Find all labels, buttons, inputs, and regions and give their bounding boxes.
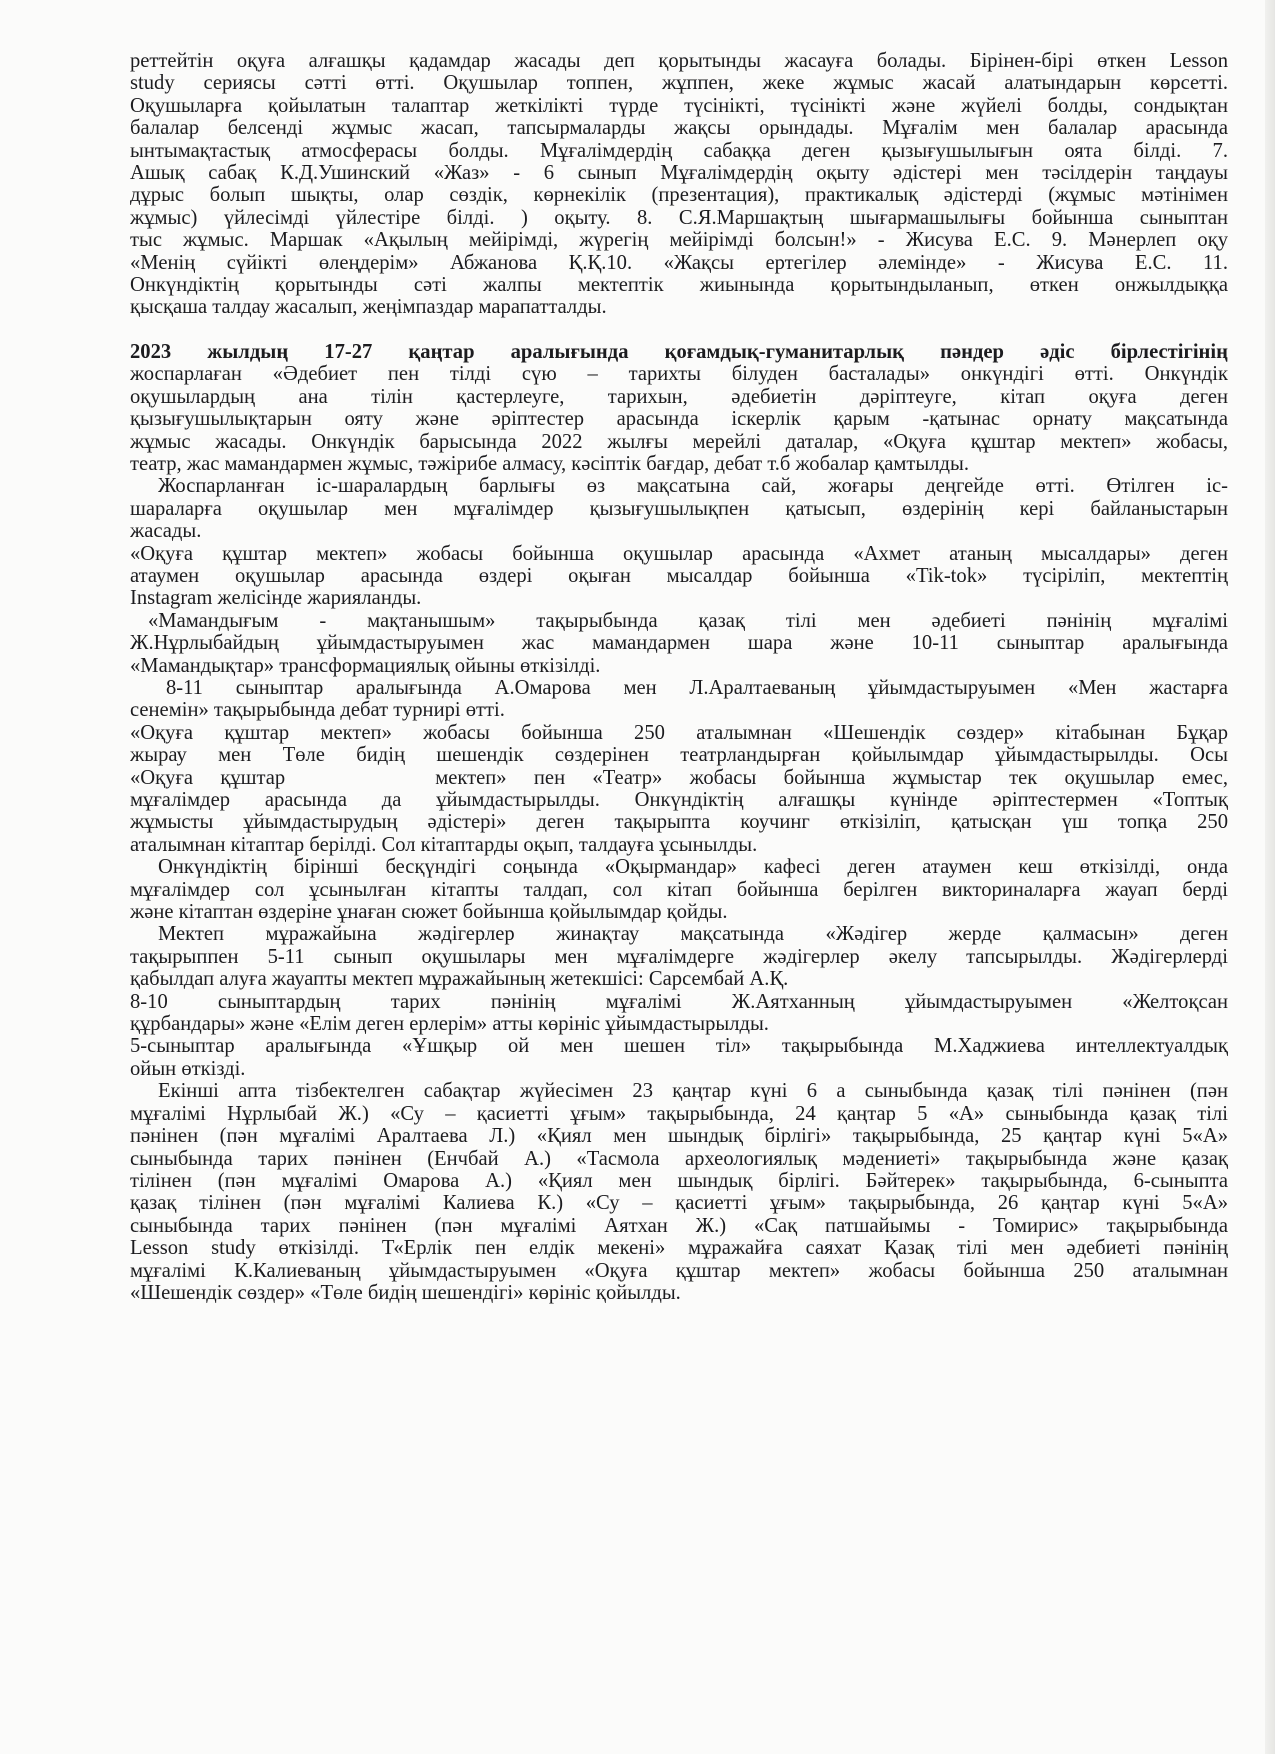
document-line: қысқаша талдау жасалып, жеңімпаздар марапатталды. (130, 296, 607, 319)
document-line: тілінен (пән мұғалімі Омарова А.) «Қиял мен шындық бірлігі. Бәйтерек» тақырыбында, 6-сыныпта (130, 1169, 1228, 1192)
document-line: оқушылардың ана тілін қастерлеуге, тарихын, әдебиетін дәріптеуге, кітап оқуға деген (130, 385, 1228, 408)
document-line: ынтымақтастық атмосферасы болды. Мұғалімдердің сабаққа деген қызығушылығын оята білді. 7. (130, 139, 1228, 162)
document-line: 2023 жылдың 17-27 қаңтар аралығында қоғамдық-гуманитарлық пәндер әдіс бірлестігінің (130, 340, 1228, 363)
document-line: Ж.Нұрлыбайдың ұйымдастыруымен жас мамандармен шара және 10-11 сыныптар аралығында (130, 632, 1228, 655)
document-line: Онкүндіктің қорытынды сәті жалпы мектептік жиынында қорытындыланып, өткен онжылдыққа (130, 274, 1228, 297)
document-line: қазақ тілінен (пән мұғалімі Калиева К.) «Су – қасиетті ұғым» тақырыбында, 26 қаңтар күні 5«А» (130, 1192, 1228, 1215)
document-line: сыныбында тарих пәнінен (пән мұғалімі Аятхан Ж.) «Сақ патшайымы - Томирис» тақырыбында (130, 1214, 1228, 1237)
document-line: театр, жас мамандармен жұмыс, тәжірибе алмасу, кәсіптік бағдар, дебат т.б жобалар қамтылды. (130, 452, 969, 475)
document-line: мұғалімдер арасында да ұйымдастырылды. Онкүндіктің алғашқы күнінде әріптестермен «Топтық (130, 789, 1228, 811)
document-line: жасады. (130, 520, 202, 543)
document-line: Мектеп мұражайына жәдігерлер жинақтау мақсатында «Жәдігер жерде қалмасын» деген (158, 923, 1228, 946)
document-line: жұмысты ұйымдастырудың әдістері» деген тақырыпта коучинг өткізіліп, қатысқан үш топқа 250 (130, 811, 1228, 834)
document-line: мұғалімдер сол ұсынылған кітапты талдап, сол кітап бойынша берілген викториналарға жауап берді (130, 878, 1228, 901)
document-line: Екінші апта тізбектелген сабақтар жүйесімен 23 қаңтар күні 6 а сыныбында қазақ тілі пәнінен (пән (158, 1080, 1228, 1103)
document-line: атаумен оқушылар арасында өздері оқыған мысалдар бойынша «Tik-tok» түсіріліп, мектептің (130, 564, 1228, 587)
document-line: «Мамандықтар» трансформациялық ойыны өткізілді. (130, 654, 601, 677)
document-line: жырау мен Төле бидің шешендік сөздерінен театрландырған қойылымдар ұйымдастырылды. Осы (130, 744, 1228, 767)
scan-edge (1265, 0, 1275, 1754)
document-line: «Шешендік сөздер» «Төле бидің шешендігі» көрініс қойылды. (130, 1281, 681, 1304)
document-line-part: «Оқуға құштар (130, 766, 286, 789)
document-line: Жоспарланған іс-шаралардың барлығы өз мақсатына сай, жоғары деңгейде өтті. Өтілген іс- (158, 475, 1228, 498)
document-line: жұмыс жасады. Онкүндік барысында 2022 жылғы мерейлі даталар, «Оқуға құштар мектеп» жобасы, (130, 430, 1228, 453)
document-line: мұғалімі К.Калиеваның ұйымдастыруымен «Оқуға құштар мектеп» жобасы бойынша 250 аталымнан (130, 1259, 1228, 1282)
document-line: 8-11 сыныптар аралығында А.Омарова мен Л.Аралтаеваның ұйымдастыруымен «Мен жастарға (166, 676, 1228, 699)
document-line: тақырыппен 5-11 сынып оқушылары мен мұғалімдерге жәдігерлер әкелу тапсырылды. Жәдігерлерді (130, 945, 1228, 968)
document-line: «Оқуға құштар мектеп» жобасы бойынша 250 аталымнан «Шешендік сөздер» кітабынан Бұқар (130, 721, 1228, 744)
document-line: Оқушыларға қойылатын талаптар жеткілікті түрде түсінікті, түсінікті және жүйелі болды, сондықтан (130, 94, 1228, 117)
document-line: жұмыс) үйлесімді үйлестіре білді. ) оқыту. 8. С.Я.Маршақтың шығармашылығы бойынша сыныптан (130, 206, 1228, 229)
document-line: тыс жұмыс. Маршак «Ақылың мейірімді, жүрегің мейірімді болсын!» - Жисува Е.С. 9. Мәнерлеп оқу (130, 229, 1228, 252)
document-line (130, 767, 1228, 789)
document-line: сенемін» тақырыбында дебат турнирі өтті. (130, 699, 505, 722)
document-line: 8-10 сыныптардың тарих пәнінің мұғалімі Ж.Аятханның ұйымдастыруымен «Желтоқсан (130, 990, 1228, 1013)
document-line: study сериясы сәтті өтті. Оқушылар топпен, жұппен, жеке жұмыс жасай алатындарын көрсетті. (130, 72, 1228, 95)
document-line: Lesson study өткізілді. Т«Ерлік пен елдік мекені» мұражайға саяхат Қазақ тілі мен әдебиеті пәнінің (130, 1237, 1228, 1260)
document-line: 5-сыныптар аралығында «Ұшқыр ой мен шешен тіл» тақырыбында М.Хаджиева интеллектуалдық (130, 1035, 1228, 1058)
document-line-part: мектеп» пен «Театр» жобасы бойынша жұмыстар тек оқушылар емес, (435, 766, 1228, 789)
document-line: «Менің сүйікті өлеңдерім» Абжанова Қ.Қ.10. «Жақсы ертегілер әлемінде» - Жисува Е.С. 11. (130, 251, 1228, 274)
document-line: құрбандары» және «Елім деген ерлерім» атты көрініс ұйымдастырылды. (130, 1013, 769, 1036)
document-line: сыныбында тарих пәнінен (Енчбай А.) «Тасмола археологиялық мәдениеті» тақырыбында және қазақ (130, 1147, 1228, 1170)
document-line: Instagram желісінде жарияланды. (130, 587, 422, 610)
document-line: пәнінен (пән мұғалімі Аралтаева Л.) «Қиял мен шындық бірлігі» тақырыбында, 25 қаңтар күні 5«А» (130, 1125, 1228, 1148)
document-line: Онкүндіктің бірінші бесқүндігі соңында «Оқырмандар» кафесі деген атаумен кеш өткізілді, онда (158, 856, 1228, 879)
document-line: қызығушылықтарын ояту және әріптестер арасында іскерлік қарым -қатынас орнату мақсатында (130, 408, 1228, 431)
document-line: балалар белсенді жұмыс жасап, тапсырмаларды жақсы орындады. Мұғалім мен балалар арасында (130, 117, 1228, 140)
document-line: жоспарлаған «Әдебиет пен тілді сүю – тарихты білуден басталады» онкүндігі өтті. Онкүндік (130, 363, 1228, 386)
document-line: дұрыс болып шықты, олар сөздік, көрнекілік (презентация), практикалық әдістерді (жұмыс мәтінімен (130, 184, 1228, 207)
document-line: шараларға оқушылар мен мұғалімдер қызығушылықпен қатысып, өздерінің кері байланыстарын (130, 497, 1228, 520)
document-line: Ашық сабақ К.Д.Ушинский «Жаз» - 6 сынып Мұғалімдердің оқыту әдістері мен тәсілдерін таңдауы (130, 162, 1228, 185)
document-line: қабылдап алуға жауапты мектеп мұражайының жетекшісі: Сарсембай А.Қ. (130, 968, 789, 991)
document-line: аталымнан кітаптар берілді. Сол кітаптарды оқып, талдауға ұсынылды. (130, 833, 758, 856)
document-line: «Оқуға құштар мектеп» жобасы бойынша оқушылар арасында «Ахмет атаның мысалдары» деген (130, 542, 1228, 565)
document-line: және кітаптан өздеріне ұнаған сюжет бойынша қойылымдар қойды. (130, 901, 728, 924)
document-line: мұғалімі Нұрлыбай Ж.) «Су – қасиетті ұғым» тақырыбында, 24 қаңтар 5 «А» сыныбында қазақ тілі (130, 1102, 1228, 1125)
document-line: «Мамандығым - мақтанышым» тақырыбында қазақ тілі мен әдебиеті пәнінің мұғалімі (148, 609, 1228, 632)
document-line: ойын өткізді. (130, 1057, 246, 1080)
document-body (130, 50, 1228, 1304)
document-line: реттейтін оқуға алғашқы қадамдар жасады деп қорытынды жасауға болады. Бірінен-бірі өткен Lesson (130, 50, 1228, 72)
